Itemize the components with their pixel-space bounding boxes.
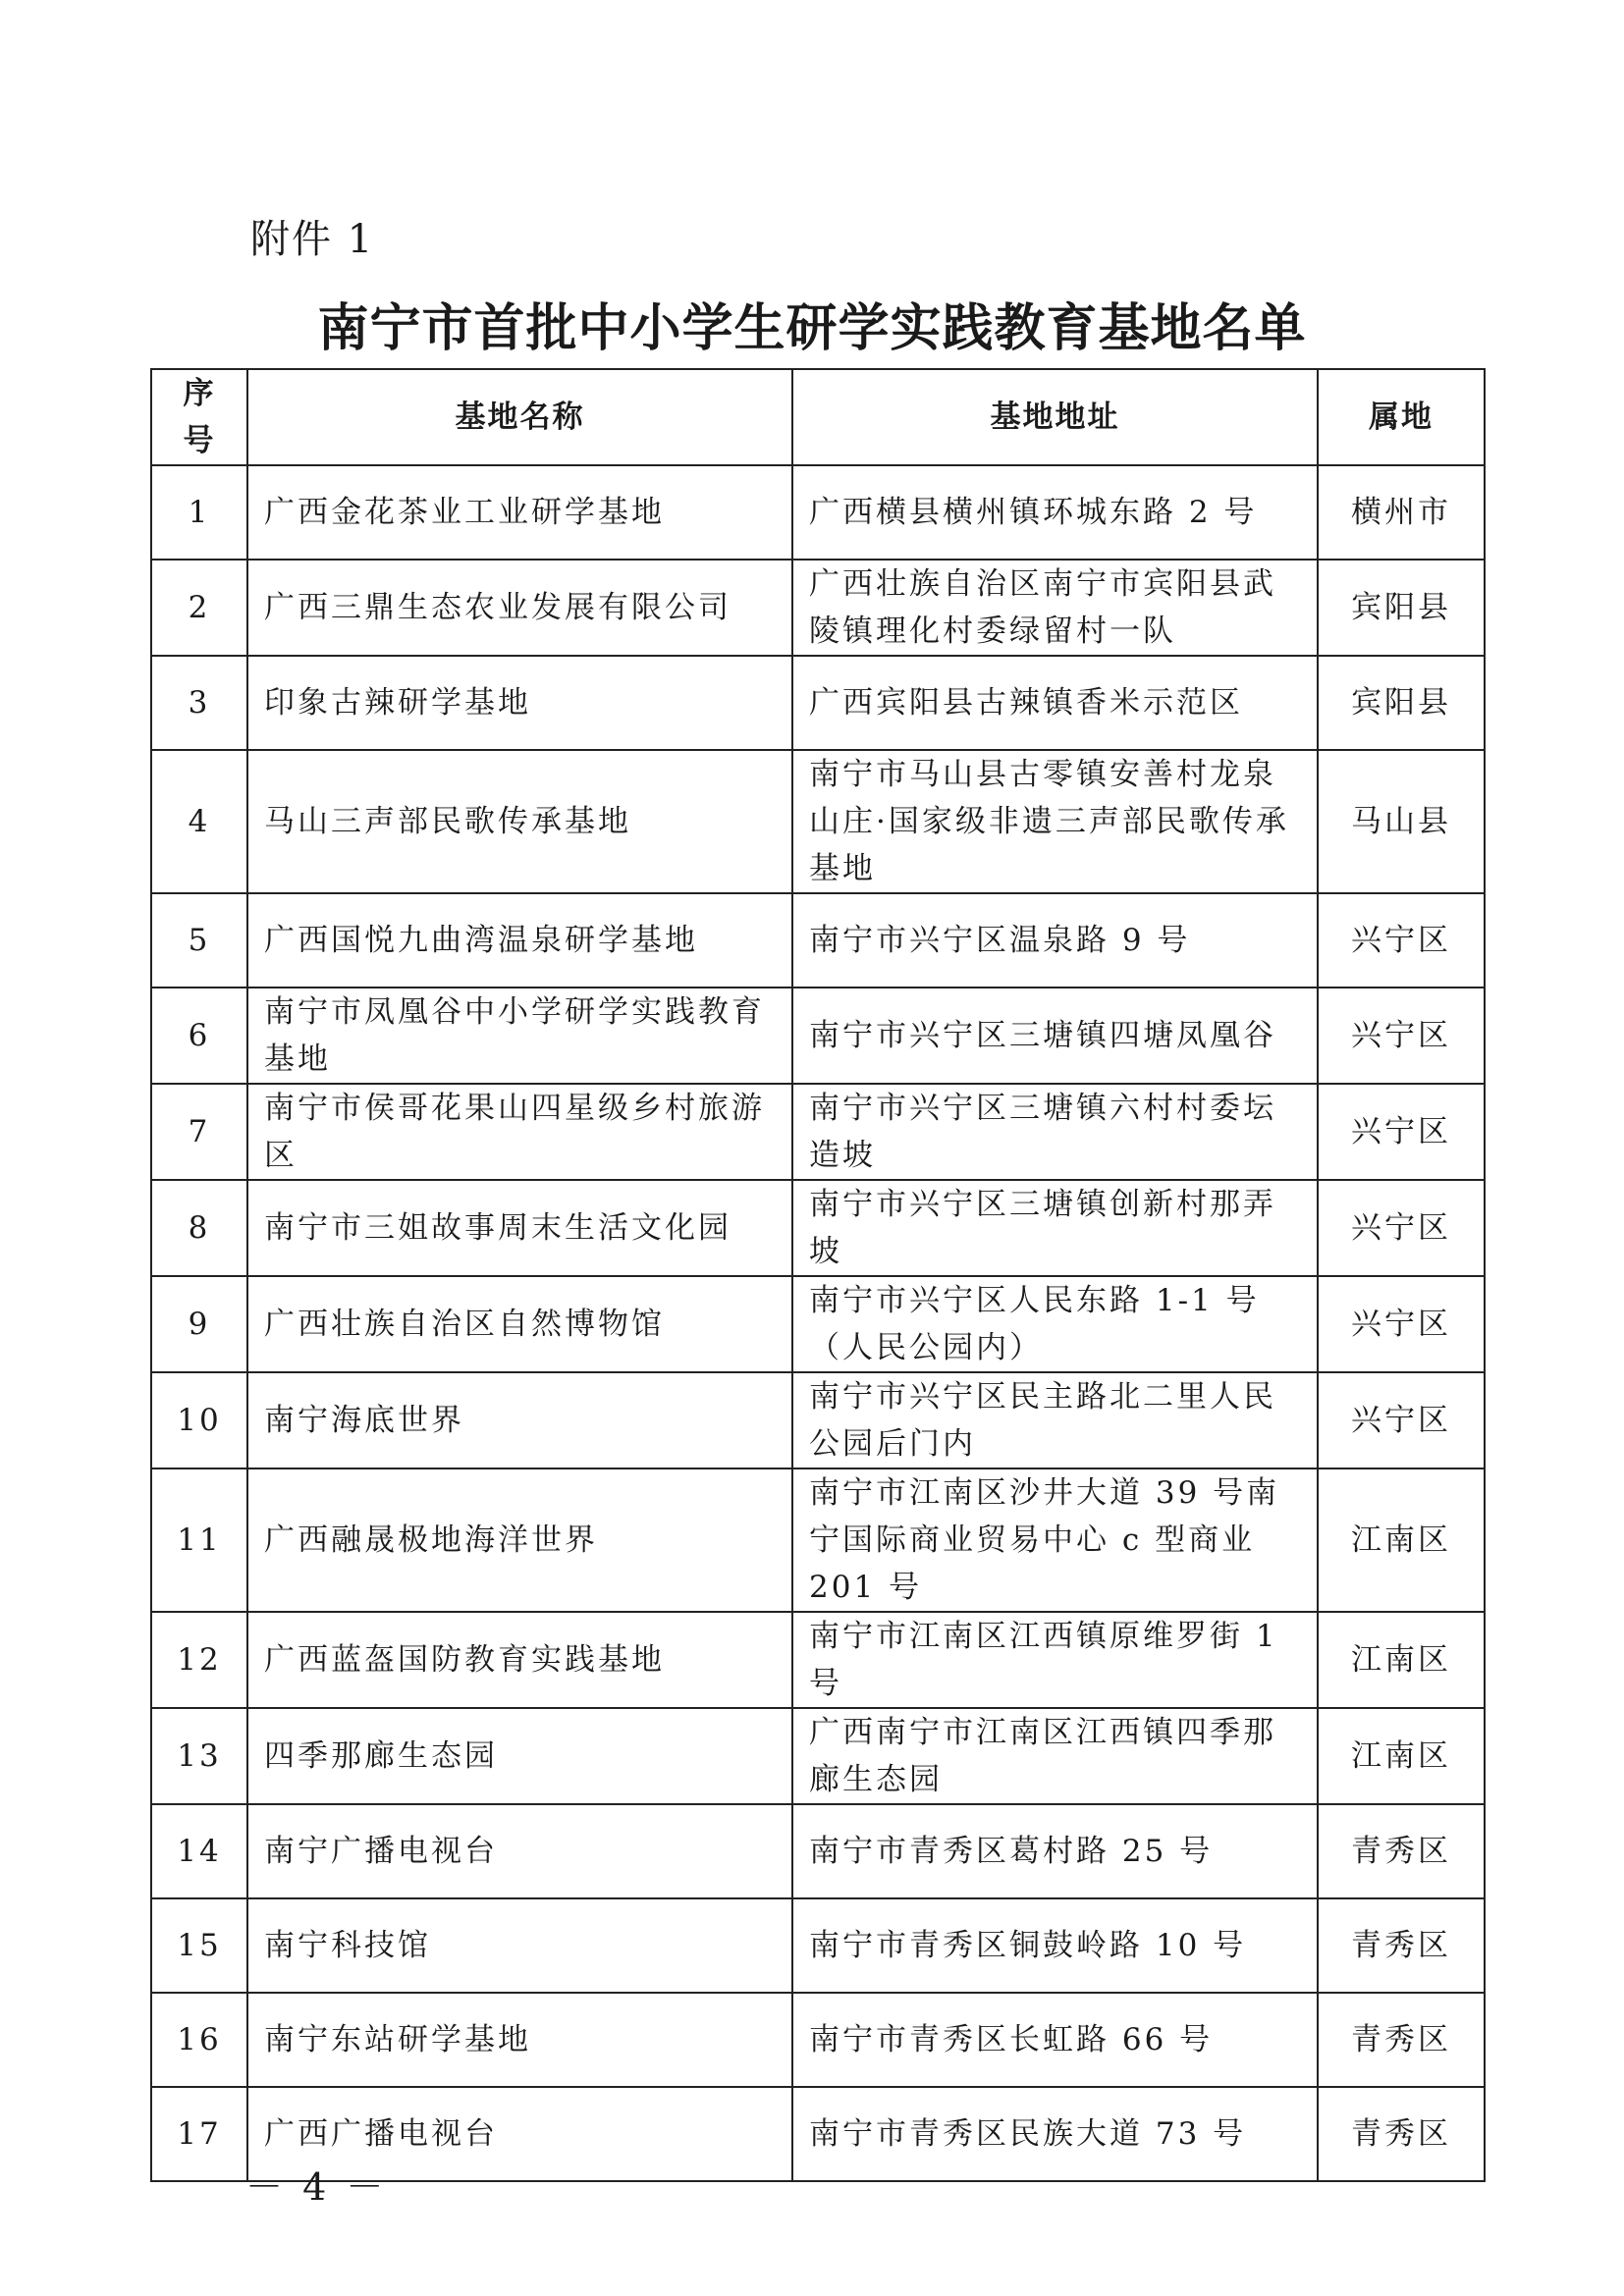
- base-name: 印象古辣研学基地: [247, 656, 792, 750]
- base-name: 四季那廊生态园: [247, 1708, 792, 1804]
- table-row: [151, 750, 1485, 893]
- table-row: [151, 988, 1485, 1084]
- table-row: [151, 1468, 1485, 1612]
- table-row: [151, 1084, 1485, 1180]
- base-name: 南宁海底世界: [247, 1372, 792, 1468]
- base-location: 宾阳县: [1318, 656, 1485, 750]
- base-address: 南宁市兴宁区民主路北二里人民公园后门内: [792, 1372, 1318, 1468]
- base-location: 青秀区: [1318, 1993, 1485, 2087]
- row-number: 2: [151, 560, 247, 656]
- base-address: 广西横县横州镇环城东路 2 号: [792, 465, 1318, 560]
- base-location: 江南区: [1318, 1708, 1485, 1804]
- base-address: 南宁市青秀区长虹路 66 号: [792, 1993, 1318, 2087]
- base-address: 南宁市兴宁区三塘镇六村村委坛造坡: [792, 1084, 1318, 1180]
- base-address: 南宁市马山县古零镇安善村龙泉山庄·国家级非遗三声部民歌传承基地: [792, 750, 1318, 893]
- base-name: 广西国悦九曲湾温泉研学基地: [247, 893, 792, 988]
- row-number: 13: [151, 1708, 247, 1804]
- base-location: 兴宁区: [1318, 1276, 1485, 1372]
- page-number: － 4 －: [245, 2165, 388, 2209]
- row-number: 16: [151, 1993, 247, 2087]
- base-name: 广西金花茶业工业研学基地: [247, 465, 792, 560]
- base-location: 江南区: [1318, 1468, 1485, 1612]
- base-address: 南宁市江南区江西镇原维罗街 1 号: [792, 1612, 1318, 1708]
- table-row: [151, 1276, 1485, 1372]
- row-number: 17: [151, 2087, 247, 2181]
- base-name: 南宁市三姐故事周末生活文化园: [247, 1180, 792, 1276]
- base-name: 马山三声部民歌传承基地: [247, 750, 792, 893]
- base-location: 兴宁区: [1318, 988, 1485, 1084]
- base-name: 广西广播电视台: [247, 2087, 792, 2181]
- table-row: [151, 1898, 1485, 1993]
- base-address: 南宁市兴宁区温泉路 9 号: [792, 893, 1318, 988]
- base-address: 南宁市兴宁区三塘镇创新村那弄坡: [792, 1180, 1318, 1276]
- table-row: [151, 1993, 1485, 2087]
- base-address: 广西宾阳县古辣镇香米示范区: [792, 656, 1318, 750]
- base-location: 马山县: [1318, 750, 1485, 893]
- base-name: 南宁科技馆: [247, 1898, 792, 1993]
- base-address: 南宁市青秀区民族大道 73 号: [792, 2087, 1318, 2181]
- base-name: 广西融晟极地海洋世界: [247, 1468, 792, 1612]
- table-row: [151, 656, 1485, 750]
- attachment-label: 附件 1: [250, 217, 375, 262]
- base-name: 南宁市侯哥花果山四星级乡村旅游区: [247, 1084, 792, 1180]
- header-address: 基地地址: [792, 369, 1318, 465]
- header-location: 属地: [1318, 369, 1485, 465]
- row-number: 7: [151, 1084, 247, 1180]
- row-number: 15: [151, 1898, 247, 1993]
- base-name: 广西蓝盔国防教育实践基地: [247, 1612, 792, 1708]
- row-number: 4: [151, 750, 247, 893]
- row-number: 9: [151, 1276, 247, 1372]
- base-address: 广西壮族自治区南宁市宾阳县武陵镇理化村委绿留村一队: [792, 560, 1318, 656]
- bases-table: [150, 368, 1486, 2182]
- base-location: 兴宁区: [1318, 1084, 1485, 1180]
- table-row: [151, 1804, 1485, 1898]
- base-location: 青秀区: [1318, 1804, 1485, 1898]
- header-name: 基地名称: [247, 369, 792, 465]
- table-row: [151, 893, 1485, 988]
- base-location: 横州市: [1318, 465, 1485, 560]
- base-address: 南宁市青秀区铜鼓岭路 10 号: [792, 1898, 1318, 1993]
- base-location: 兴宁区: [1318, 1180, 1485, 1276]
- base-location: 宾阳县: [1318, 560, 1485, 656]
- row-number: 11: [151, 1468, 247, 1612]
- row-number: 6: [151, 988, 247, 1084]
- base-location: 江南区: [1318, 1612, 1485, 1708]
- table-row: [151, 560, 1485, 656]
- row-number: 8: [151, 1180, 247, 1276]
- header-no: 序号: [151, 369, 247, 465]
- row-number: 12: [151, 1612, 247, 1708]
- base-location: 青秀区: [1318, 2087, 1485, 2181]
- base-location: 青秀区: [1318, 1898, 1485, 1993]
- table-row: [151, 465, 1485, 560]
- row-number: 5: [151, 893, 247, 988]
- base-address: 南宁市青秀区葛村路 25 号: [792, 1804, 1318, 1898]
- row-number: 3: [151, 656, 247, 750]
- table-row: [151, 1612, 1485, 1708]
- base-location: 兴宁区: [1318, 1372, 1485, 1468]
- table-header-row: [151, 369, 1485, 465]
- row-number: 1: [151, 465, 247, 560]
- base-name: 广西壮族自治区自然博物馆: [247, 1276, 792, 1372]
- table-row: [151, 1708, 1485, 1804]
- base-name: 南宁广播电视台: [247, 1804, 792, 1898]
- table-row: [151, 1180, 1485, 1276]
- base-name: 南宁东站研学基地: [247, 1993, 792, 2087]
- table-row: [151, 1372, 1485, 1468]
- document-title: 南宁市首批中小学生研学实践教育基地名单: [317, 299, 1307, 358]
- base-name: 南宁市凤凰谷中小学研学实践教育基地: [247, 988, 792, 1084]
- base-address: 南宁市江南区沙井大道 39 号南宁国际商业贸易中心 c 型商业 201 号: [792, 1468, 1318, 1612]
- base-name: 广西三鼎生态农业发展有限公司: [247, 560, 792, 656]
- row-number: 10: [151, 1372, 247, 1468]
- base-address: 南宁市兴宁区人民东路 1-1 号（人民公园内）: [792, 1276, 1318, 1372]
- base-address: 南宁市兴宁区三塘镇四塘凤凰谷: [792, 988, 1318, 1084]
- row-number: 14: [151, 1804, 247, 1898]
- base-location: 兴宁区: [1318, 893, 1485, 988]
- base-address: 广西南宁市江南区江西镇四季那廊生态园: [792, 1708, 1318, 1804]
